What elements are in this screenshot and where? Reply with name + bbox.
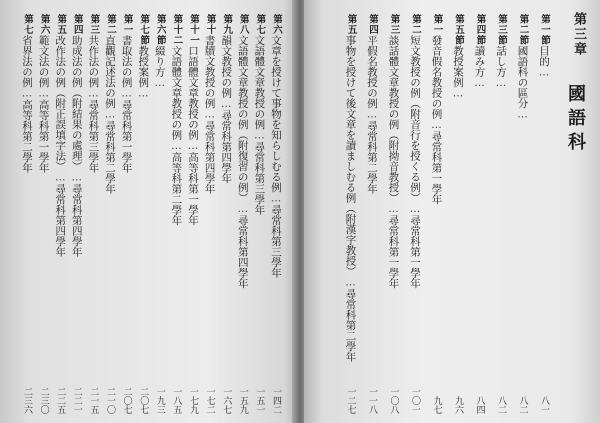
toc-entry-title: 直觀記述法の例 — [104, 35, 116, 109]
toc-page-number: 八四 — [474, 396, 485, 414]
toc-section-label: 第九 — [221, 14, 233, 35]
toc-section-label: 第七 — [22, 14, 33, 35]
toc-entry-title: 發音假名教授の例 — [430, 35, 443, 119]
dot-leader: … — [366, 108, 378, 121]
toc-entry — [251, 14, 267, 414]
toc-entry-title: 改作法の例（附正誤填字法） — [54, 35, 67, 172]
toc-page-number: 一一八 — [367, 387, 377, 414]
dot-leader: … — [473, 77, 486, 89]
toc-entry — [52, 14, 68, 414]
dot-leader: … — [87, 87, 100, 100]
toc-page-number: 九六 — [453, 396, 463, 414]
dot-leader: … — [270, 192, 282, 205]
toc-entry-title: 助成法の例（附結果の處理） — [70, 35, 83, 172]
toc-entry-title: 教授案例 — [452, 45, 464, 88]
toc-page-number: 九七 — [431, 396, 442, 414]
toc-entry-title: 目的 — [538, 45, 550, 67]
toc-grade-label: 尋常科第一學年 — [120, 99, 133, 173]
toc-entry-title: 共作法の例 — [87, 35, 100, 88]
toc-section-label: 第六 — [271, 14, 282, 35]
toc-grade-label: 高等科第一學年 — [37, 99, 50, 173]
toc-page-number: 八二 — [517, 396, 528, 414]
toc-section-label: 第五節 — [453, 14, 464, 46]
toc-page-number: 一七二 — [204, 387, 215, 414]
dot-leader: … — [170, 140, 183, 152]
toc-entry — [536, 14, 552, 414]
toc-section-label: 第十一 — [188, 14, 199, 46]
toc-page-number: 一〇八 — [388, 387, 399, 414]
toc-entry — [69, 14, 85, 414]
toc-section-label: 第二 — [105, 14, 116, 35]
toc-section-label: 第六 — [38, 14, 50, 35]
toc-entry-title: 綴り方 — [153, 45, 166, 77]
toc-entry-title: 書牘文教授の例 — [203, 35, 216, 109]
toc-entry — [472, 14, 488, 414]
toc-entry-title: 文語體文章教授の例 — [253, 35, 266, 130]
toc-entry-title: 範文法の例 — [37, 35, 50, 88]
toc-page-number: 一九三 — [154, 387, 165, 414]
toc-section-label: 第五 — [345, 14, 357, 35]
toc-section-label: 第二 — [410, 14, 421, 35]
toc-page-number: 二三六 — [22, 387, 32, 414]
dot-leader: … — [153, 77, 166, 89]
toc-page-number: 一五九 — [237, 387, 248, 414]
toc-grade-label: 尋常科第一學年 — [409, 215, 421, 289]
dot-leader: … — [54, 171, 67, 184]
left-page — [0, 0, 296, 423]
toc-grade-label: 尋常科第三學年 — [270, 204, 282, 278]
dot-leader: … — [253, 129, 266, 142]
toc-section-label: 第五 — [55, 14, 67, 35]
toc-entry — [268, 14, 284, 414]
toc-entry — [343, 14, 359, 414]
toc-entry-title: 事物を授けて後文章を讀ましむる例（附漢字教授） — [344, 35, 357, 277]
toc-page-number: 二二五 — [55, 387, 66, 414]
toc-entry — [515, 14, 531, 414]
toc-grade-label: 高等科第二學年 — [170, 152, 183, 226]
dot-leader: … — [409, 203, 421, 215]
dot-leader: … — [104, 108, 116, 121]
toc-section-label: 第十 — [204, 14, 216, 35]
toc-grade-label: 尋常科第三學年 — [87, 99, 100, 173]
toc-entry — [85, 14, 101, 414]
toc-page-number: 二二一 — [71, 387, 82, 414]
dot-leader: … — [220, 98, 233, 110]
dot-leader: … — [70, 171, 83, 184]
dot-leader: … — [452, 87, 464, 100]
toc-grade-label: 尋常科第四學年 — [236, 215, 249, 289]
toc-page-number: 二〇七 — [121, 387, 132, 414]
toc-entry-title: 文章を授けて事物を知らしむる例 — [270, 35, 282, 193]
toc-grade-label: 尋常科第四學年 — [203, 120, 216, 194]
toc-entry — [185, 14, 201, 414]
toc-section-label: 第一 — [121, 14, 133, 35]
dot-leader: … — [516, 108, 529, 121]
right-page — [304, 0, 600, 423]
dot-leader: … — [538, 66, 550, 79]
toc-entry — [102, 14, 118, 414]
toc-section-label: 第三 — [88, 14, 100, 35]
toc-entry-title: 話し方 — [495, 45, 507, 77]
toc-entry — [218, 14, 234, 414]
toc-entry — [493, 14, 509, 414]
dot-leader: … — [137, 87, 150, 100]
toc-grade-label: 尋常科第二學年 — [366, 120, 378, 194]
dot-leader: … — [37, 87, 50, 100]
toc-page-number: 一八五 — [171, 387, 182, 414]
dot-leader: … — [203, 108, 216, 121]
toc-section-label: 第二節 — [517, 14, 529, 46]
toc-entry-title: 短文教授の例（附音行を授くる例） — [409, 35, 421, 203]
toc-grade-label: 尋常科第四學年 — [54, 183, 67, 257]
toc-grade-label: 尋常科第三學年 — [253, 141, 266, 215]
toc-entry-title: 讀み方 — [473, 45, 486, 77]
dot-leader: … — [387, 203, 400, 215]
chapter-title: 國語科 — [565, 84, 586, 156]
toc-page-number: 二一〇 — [105, 387, 115, 414]
toc-entry — [407, 14, 423, 414]
dot-leader: … — [21, 87, 33, 100]
toc-entry — [168, 14, 184, 414]
toc-section-label: 第四 — [367, 14, 378, 35]
toc-grade-label: 高等科第一學年 — [187, 152, 199, 226]
dot-leader: … — [495, 77, 507, 89]
toc-grade-label: 尋常科第二學年 — [104, 120, 116, 194]
toc-page-number: 一〇一 — [410, 387, 420, 414]
toc-section-label: 第七節 — [138, 14, 150, 46]
toc-section-label: 第七 — [254, 14, 266, 35]
toc-entry-title: 教授案例 — [137, 45, 150, 88]
toc-grade-label: 高等科第二學年 — [21, 99, 33, 173]
dot-leader: … — [430, 119, 443, 131]
toc-entry — [36, 14, 52, 414]
toc-grade-label: 尋常科第一學年 — [430, 131, 443, 205]
toc-page-number: 一五一 — [254, 387, 265, 414]
toc-grade-label: 尋常科第四學年 — [220, 110, 233, 184]
toc-entry-title: 省界法の例 — [21, 35, 33, 88]
toc-entry-title: 口語體文章教授の例 — [187, 45, 199, 140]
toc-entry — [386, 14, 402, 414]
toc-section-label: 第三節 — [496, 14, 507, 46]
toc-section-label: 第四節 — [474, 14, 486, 46]
toc-grade-label: 尋常科第四學年 — [70, 183, 83, 257]
toc-entry — [135, 14, 151, 414]
dot-leader: … — [344, 276, 357, 289]
toc-page-number: 八二 — [496, 396, 506, 414]
toc-entry-title: 文語體文章教授の例（附復習の例） — [236, 35, 249, 203]
toc-entry-title: 韻文教授の例 — [220, 35, 233, 98]
toc-entry — [364, 14, 380, 414]
toc-section-label: 第八 — [237, 14, 249, 35]
toc-page-number: 二〇七 — [138, 387, 149, 414]
toc-entry-title: 談話體文章教授の例（附拗音教授） — [387, 35, 400, 203]
toc-entry — [152, 14, 168, 414]
dot-leader: … — [120, 87, 133, 100]
toc-entry-title: 書取法の例 — [120, 35, 133, 88]
toc-entry — [235, 14, 251, 414]
toc-entry — [429, 14, 445, 414]
toc-section-label: 第四 — [71, 14, 83, 35]
toc-entry — [450, 14, 466, 414]
toc-page-number: 一七九 — [188, 387, 198, 414]
toc-page-number: 一四二 — [271, 387, 281, 414]
toc-section-label: 第一節 — [539, 14, 550, 46]
toc-page-number: 二三〇 — [38, 387, 49, 414]
toc-section-label: 第三 — [388, 14, 400, 35]
toc-page-number: 一六七 — [221, 387, 232, 414]
dot-leader: … — [187, 140, 199, 152]
toc-entry — [202, 14, 218, 414]
toc-entry-title: 平假名教授の例 — [366, 35, 378, 109]
chapter-label: 第三章 — [571, 12, 586, 57]
toc-page-number: 一二七 — [345, 387, 356, 414]
toc-section-label: 第十二 — [171, 14, 183, 46]
toc-grade-label: 尋常科第一學年 — [387, 215, 400, 289]
toc-section-label: 第一 — [431, 14, 443, 35]
toc-page-number: 八一 — [539, 396, 549, 414]
toc-entry-title: 文語體文章教授の例 — [170, 45, 183, 140]
toc-page-number: 二一五 — [88, 387, 99, 414]
dot-leader: … — [236, 203, 249, 215]
toc-grade-label: 尋常科第二學年 — [344, 288, 357, 362]
toc-section-label: 第六節 — [154, 14, 166, 46]
toc-entry — [19, 14, 35, 414]
toc-entry — [119, 14, 135, 414]
toc-entry-title: 國語科の區分 — [516, 45, 529, 109]
